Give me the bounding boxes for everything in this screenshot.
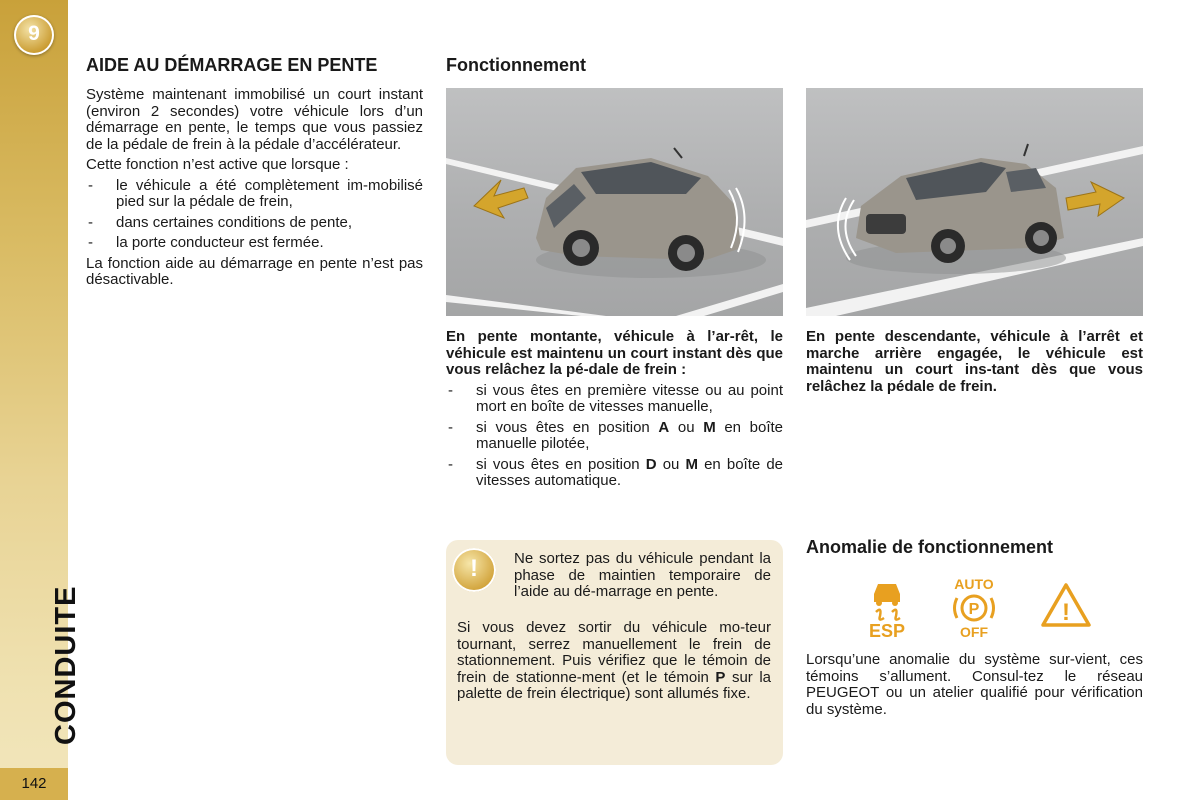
chapter-title: CONDUITE <box>50 585 82 745</box>
downhill-caption: En pente descendante, véhicule à l’arrêt et marche arrière engagée, le véhicule est maintenu un court ins-tant dès que vous relâchez la pédale de frein. <box>806 328 1143 395</box>
warning-body: Si vous devez sortir du véhicule mo-teur tournant, serrez manuellement le frein de stationnement. Puis vérifiez que le témoin de frein de stationne-ment (et le témoin P sur la palette de frein électrique) sont allumés fixe. <box>457 619 771 702</box>
right-arrow-icon <box>1066 182 1124 216</box>
car-rear-icon <box>536 148 766 278</box>
warning-intro-column <box>514 551 771 601</box>
downhill-column <box>806 329 1143 395</box>
uphill-column <box>446 329 783 490</box>
condition-intro: Cette fonction n’est active que lorsque : <box>86 156 349 173</box>
left-arrow-icon <box>474 180 528 218</box>
anomalie-title: Anomalie de fonctionnement <box>806 537 1054 557</box>
esp-label: ESP <box>868 621 906 640</box>
not-deactivatable-note: La fonction aide au démarrage en pente n’est pas désactivable. <box>86 254 423 288</box>
left-column <box>86 56 423 289</box>
uphill-conditions-list <box>446 383 783 490</box>
esp-warning-lamp-icon <box>862 574 912 640</box>
chapter-number: 9 <box>28 22 40 45</box>
auto-label: AUTO <box>954 576 994 592</box>
downhill-illustration <box>806 88 1143 316</box>
chapter-number-badge <box>14 15 54 55</box>
car-front-icon <box>846 144 1066 274</box>
warning-intro: Ne sortez pas du véhicule pendant la phase de maintien temporaire de l’aide au dé-marrage en pente. <box>514 550 771 600</box>
uphill-caption: En pente montante, véhicule à l’ar-rêt, le véhicule est maintenu un court instant dès que vous relâchez la pé-dale de frein : <box>446 328 783 378</box>
list-item: - dans certaines conditions de pente, <box>86 215 423 232</box>
list-item: - la porte conducteur est fermée. <box>86 235 423 252</box>
anomalie-text: Lorsqu’une anomalie du système sur-vient, ces témoins s’allument. Consul-tez le réseau PEUGEOT ou un atelier qualifié pour vérification du système. <box>806 651 1143 718</box>
anomalie-column <box>806 652 1143 718</box>
page-number: 142 <box>0 768 68 800</box>
intro-paragraph: Système maintenant immobilisé un court instant (environ 2 secondes) votre véhicule lors d’un démarrage en pente, le temps que vous passiez de la pédale de frein à la pédale d’accélérateur. <box>86 86 423 153</box>
fonctionnement-title: Fonctionnement <box>446 55 586 75</box>
list-item: - si vous êtes en position D ou M en boîte de vitesses automatique. <box>446 457 783 490</box>
warning-icon: ! <box>452 548 496 592</box>
p-label: P <box>968 601 980 618</box>
off-label: OFF <box>960 624 988 640</box>
list-item: - si vous êtes en position A ou M en boîte manuelle pilotée, <box>446 420 783 453</box>
warning-triangle-icon <box>1040 582 1092 628</box>
auto-parking-brake-off-icon <box>946 574 1002 640</box>
uphill-illustration <box>446 88 783 316</box>
chapter-sidebar <box>0 0 82 800</box>
section-title: AIDE AU DÉMARRAGE EN PENTE <box>86 55 378 75</box>
list-item: - si vous êtes en première vitesse ou au point mort en boîte de vitesses manuelle, <box>446 383 783 416</box>
warning-body-column <box>457 620 771 703</box>
list-item: - le véhicule a été complètement im-mobilisé pied sur la pédale de frein, <box>86 178 423 211</box>
warning-triangle-glyph: ! <box>1062 599 1070 626</box>
conditions-list <box>86 178 423 252</box>
